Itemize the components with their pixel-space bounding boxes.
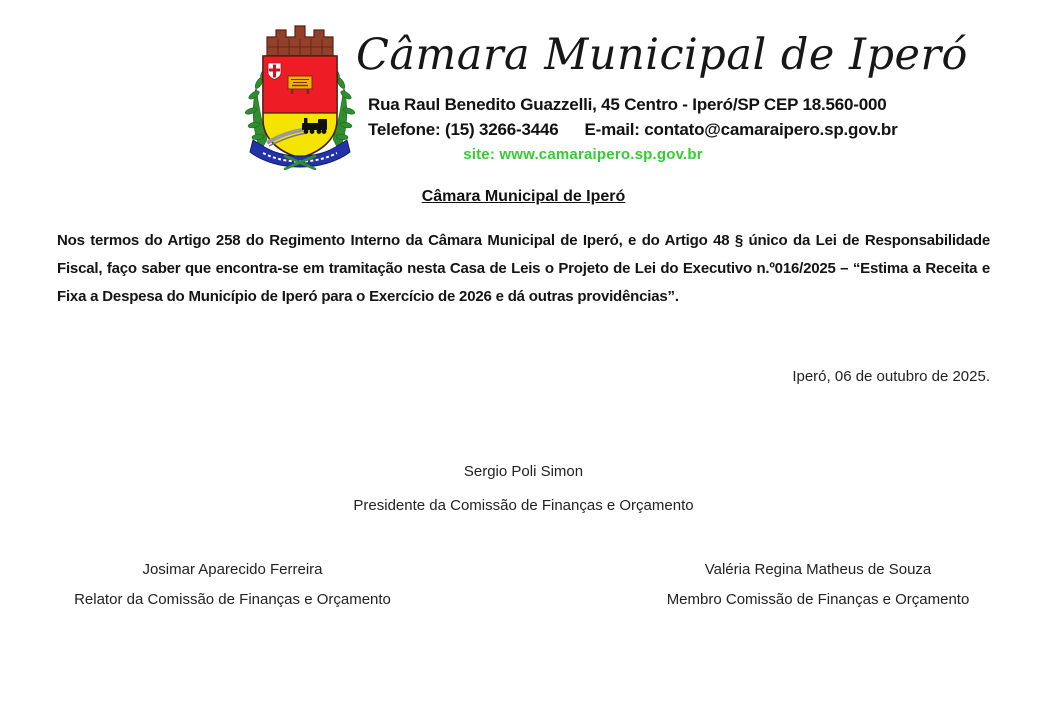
signature-member <box>598 562 1038 608</box>
org-address: Rua Raul Benedito Guazzelli, 45 Centro - Iperó/SP CEP 18.560-000 <box>368 95 887 114</box>
org-phone: Telefone: (15) 3266-3446 <box>368 120 559 139</box>
document-date-line: Iperó, 06 de outubro de 2025. <box>792 368 990 385</box>
signature-president-name: Sergio Poli Simon <box>463 463 584 480</box>
document-title: Câmara Municipal de Iperó <box>421 188 626 205</box>
org-title: Câmara Municipal de Iperó <box>356 30 968 80</box>
signature-member-name: Valéria Regina Matheus de Souza <box>704 561 932 578</box>
signature-president-role: Presidente da Comissão de Finanças e Orçamento <box>353 497 694 514</box>
org-contact-line <box>368 120 898 140</box>
signature-rapporteur <box>30 562 435 608</box>
signature-rapporteur-name: Josimar Aparecido Ferreira <box>142 561 323 578</box>
ipero-coat-of-arms-icon <box>245 25 355 170</box>
org-email: E-mail: contato@camaraipero.sp.gov.br <box>584 120 898 139</box>
document-body-paragraph: Nos termos do Artigo 258 do Regimento Interno da Câmara Municipal de Iperó, e do Artigo 48 § único da Lei de Responsabilidade Fiscal, faço saber que encontra-se em tramitação nesta Casa de Leis o Projeto de Lei do Executivo n.º016/2025 – “Estima a Receita e Fixa a Despesa do Município de Iperó para o Exercício de 2026 e dá outras providências”. <box>57 232 990 305</box>
signature-member-role: Membro Comissão de Finanças e Orçamento <box>666 591 970 608</box>
signature-rapporteur-role: Relator da Comissão de Finanças e Orçamento <box>74 591 391 608</box>
org-website: site: www.camaraipero.sp.gov.br <box>463 146 703 163</box>
signature-president <box>0 464 1047 514</box>
